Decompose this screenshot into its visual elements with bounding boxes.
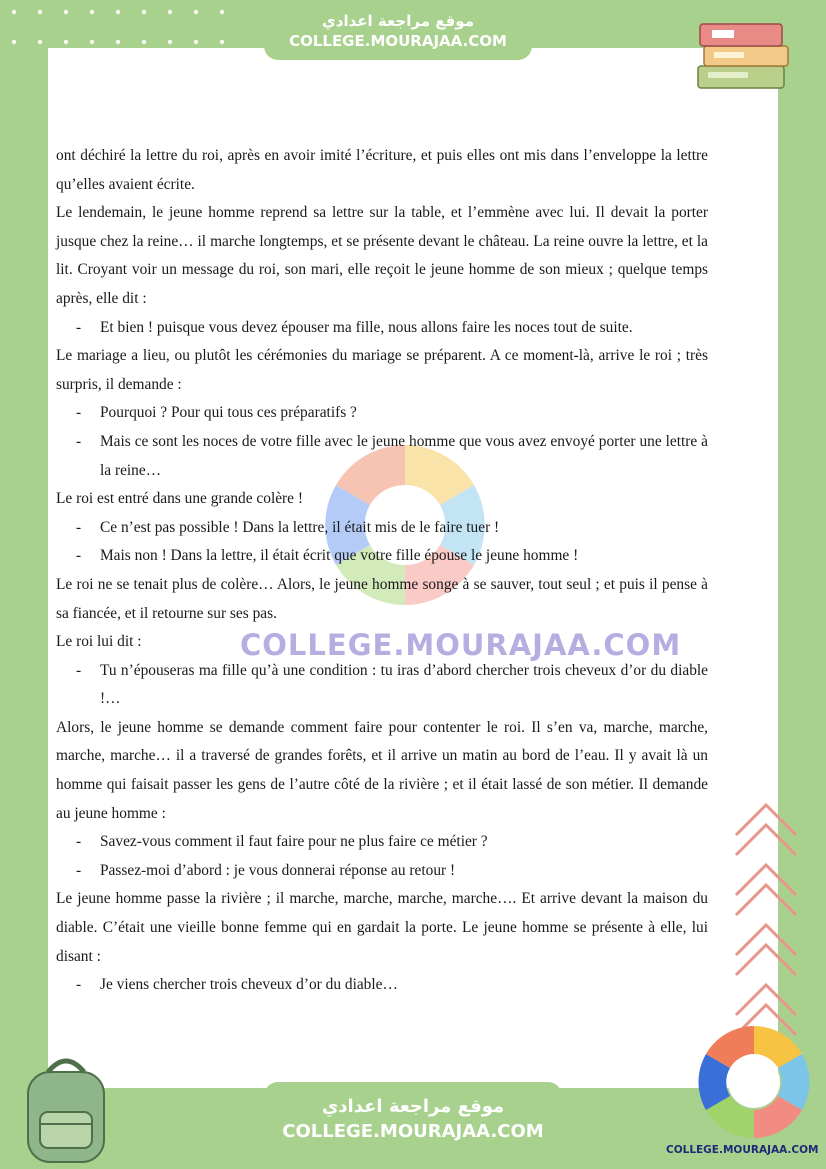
header-arabic-label: موقع مراجعة اعدادي xyxy=(322,12,474,30)
dialogue-text: Je viens chercher trois cheveux d’or du diable… xyxy=(100,976,398,994)
watermark-text: COLLEGE.MOURAJAA.COM xyxy=(240,628,682,662)
dialogue-text: Et bien ! puisque vous devez épouser ma fille, nous allons faire les noces tout de suite. xyxy=(100,318,633,336)
backpack-icon xyxy=(10,1050,120,1169)
chevron-decoration-icon xyxy=(730,795,800,1045)
dialogue-line: - Ce n’est pas possible ! Dans la lettre, il était mis de le faire tuer ! xyxy=(76,518,500,536)
dialogue-text: Pourquoi ? Pour qui tous ces préparatifs ? xyxy=(100,404,357,422)
paragraph: Alors, le jeune homme se demande comment faire pour contenter le roi. Il s’en va, marche, marche, marche, marche… il a traversé de grandes forêts, et il arrive un matin au bord de l’eau. Il y avait là un homme qui faisait passer les gens de l’autre côté de la rivière ; et il était lassé de son métier. Il demande au jeune homme : xyxy=(56,718,708,822)
corner-site-label: COLLEGE.MOURAJAA.COM xyxy=(666,1144,819,1156)
dialogue-line: - Je viens chercher trois cheveux d’or du diable… xyxy=(76,976,398,994)
paragraph: Le lendemain, le jeune homme reprend sa lettre sur la table, et l’emmène avec lui. Il devait la porter jusque chez la reine… il marche longtemps, et se présente devant le château. La reine ouvre la lettre, et la lit. Croyant voir un message du roi, son mari, elle reçoit le jeune homme de son mieux ; quelque temps après, elle dit : xyxy=(56,204,708,307)
dialogue-line: - Mais ce sont les noces de votre fille avec le jeune homme que vous avez envoyé porter une lettre à la reine… xyxy=(76,432,708,479)
paragraph: Le roi est entré dans une grande colère ! xyxy=(56,490,303,508)
dialogue-text: Mais ce sont les noces de votre fille avec le jeune homme que vous avez envoyé porter une lettre à la reine… xyxy=(100,432,708,479)
dialogue-text: Ce n’est pas possible ! Dans la lettre, il était mis de le faire tuer ! xyxy=(100,518,500,536)
story-text xyxy=(56,142,708,1000)
paragraph: ont déchiré la lettre du roi, après en avoir imité l’écriture, et puis elles ont mis dans l’enveloppe la lettre qu’elles avaient écrite. xyxy=(56,147,708,193)
paragraph: Le roi ne se tenait plus de colère… Alors, le jeune homme songe à se sauver, tout seul ; et puis il pense à sa fiancée, et il retourne sur ses pas. xyxy=(56,575,708,622)
dialogue-line: - Mais non ! Dans la lettre, il était écrit que votre fille épouse le jeune homme ! xyxy=(76,547,579,565)
dialogue-text: Savez-vous comment il faut faire pour ne plus faire ce métier ? xyxy=(100,833,488,851)
dialogue-line: - Tu n’épouseras ma fille qu’à une condition : tu iras d’abord chercher trois cheveux d’or du diable !… xyxy=(76,661,708,708)
header-site-label: COLLEGE.MOURAJAA.COM xyxy=(289,32,507,50)
logo-wheel-icon xyxy=(694,1022,814,1142)
dialogue-line: - Et bien ! puisque vous devez épouser ma fille, nous allons faire les noces tout de suite. xyxy=(76,318,633,336)
dialogue-line: - Passez-moi d’abord : je vous donnerai réponse au retour ! xyxy=(76,861,456,879)
footer-site-label: COLLEGE.MOURAJAA.COM xyxy=(282,1121,544,1142)
paragraph: Le mariage a lieu, ou plutôt les cérémonies du mariage se préparent. A ce moment-là, arrive le roi ; très surpris, il demande : xyxy=(56,347,708,393)
paragraph: Le roi lui dit : xyxy=(56,633,142,651)
dialogue-line: - Savez-vous comment il faut faire pour ne plus faire ce métier ? xyxy=(76,833,488,851)
header-banner xyxy=(264,0,532,60)
dialogue-text: Tu n’épouseras ma fille qu’à une condition : tu iras d’abord chercher trois cheveux d’or du diable !… xyxy=(100,661,708,708)
dialogue-text: Passez-moi d’abord : je vous donnerai réponse au retour ! xyxy=(100,861,456,879)
dialogue-line: - Pourquoi ? Pour qui tous ces préparatifs ? xyxy=(76,404,357,422)
footer-arabic-label: موقع مراجعة اعدادي xyxy=(321,1096,505,1117)
dialogue-text: Mais non ! Dans la lettre, il était écrit que votre fille épouse le jeune homme ! xyxy=(100,547,579,565)
books-icon xyxy=(690,8,800,98)
footer-banner xyxy=(264,1082,562,1169)
paragraph: Le jeune homme passe la rivière ; il marche, marche, marche, marche…. Et arrive devant la maison du diable. C’était une vieille bonne femme qui en gardait la porte. Le jeune homme se présente à elle, lui disant : xyxy=(56,890,708,965)
